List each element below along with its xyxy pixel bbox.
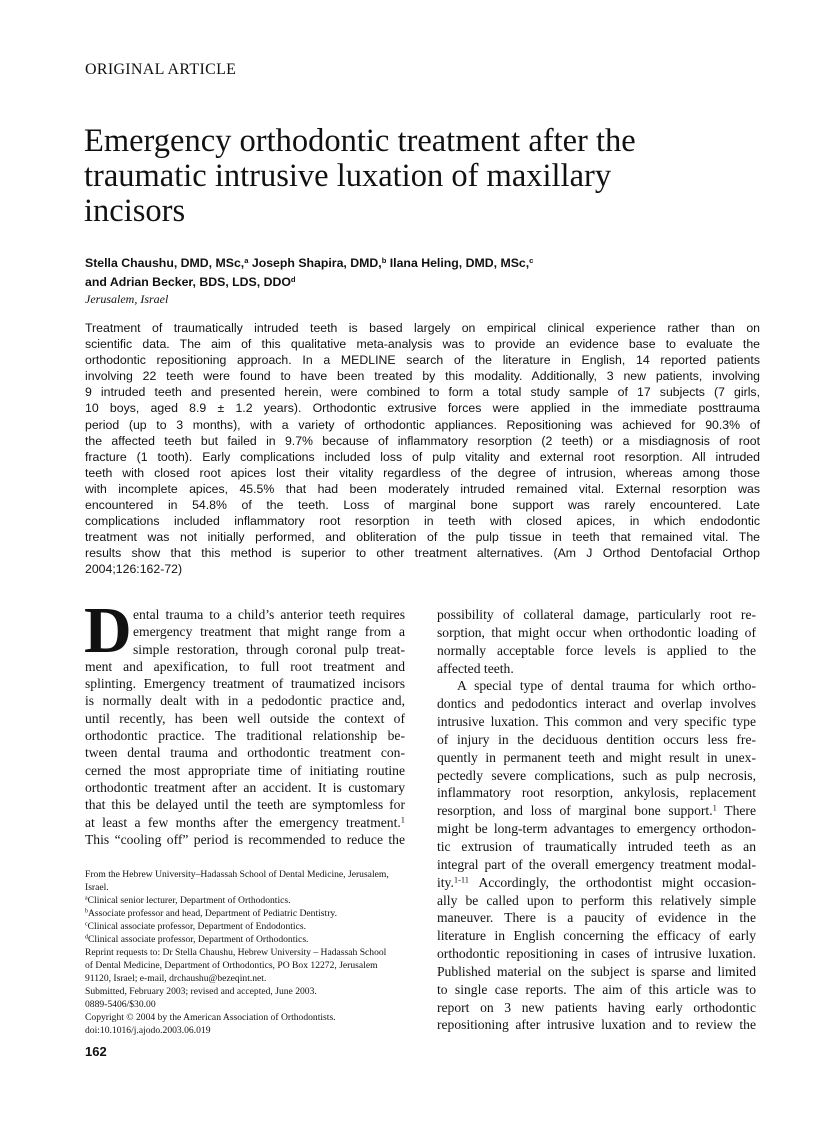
text-segment: From the Hebrew University–Hadassah School of Dental Medicine, Jerusalem,	[85, 869, 389, 880]
text-segment: There	[716, 803, 756, 819]
text-line	[85, 606, 405, 623]
text-line	[437, 731, 756, 749]
text-segment: quently in permanent teeth and might result in unex-	[437, 749, 756, 765]
text-segment: 10 boys, aged 8.9 ± 1.2 years). Orthodontic extrusive forces were applied in the immediate posttrauma	[85, 401, 760, 416]
text-segment: Stella Chaushu, DMD, MSc,	[85, 256, 245, 270]
text-line	[437, 981, 756, 999]
text-line	[85, 623, 405, 640]
text-segment: Clinical associate professor, Department of Orthodontics.	[87, 934, 309, 945]
superscript: b	[85, 908, 88, 915]
text-line	[437, 945, 756, 963]
text-line	[85, 545, 760, 561]
text-segment: is normally dealt with in a pedodontic practice and,	[85, 693, 405, 709]
text-line	[85, 796, 405, 813]
text-segment: encountered in 54.8% of the teeth. Loss of marginal bone support was rarely encountered. Late	[85, 498, 760, 513]
text-line	[437, 642, 756, 660]
text-line	[85, 959, 405, 972]
text-segment: Joseph Shapira, DMD,	[248, 256, 382, 270]
text-segment: orthodontic repositioning in cases of intrusive luxation.	[437, 946, 756, 962]
text-segment: results show that this method is superior to other treatment alternatives. (Am J Orthod Dentofacial Orthop	[85, 546, 760, 561]
superscript: c	[529, 255, 534, 265]
text-line	[85, 814, 405, 831]
superscript: b	[381, 255, 387, 265]
superscript: a	[244, 255, 249, 265]
text-segment: repositioning after intrusive luxation and to review the	[437, 1017, 756, 1033]
superscript: 1	[400, 813, 405, 824]
text-segment: of Dental Medicine, Department of Orthodontics, PO Box 12272, Jerusalem	[85, 960, 378, 971]
text-segment: Associate professor and head, Department of Pediatric Dentistry.	[87, 908, 337, 919]
text-segment: affected teeth.	[437, 660, 514, 676]
text-line	[85, 868, 405, 881]
text-line	[85, 710, 405, 727]
text-line	[437, 927, 756, 945]
text-line	[85, 744, 405, 761]
superscript: 1	[712, 802, 717, 813]
text-segment: 0889-5406/$30.00	[85, 999, 156, 1010]
text-segment: Published material on the subject is sparse and limited	[437, 963, 756, 979]
text-segment: intrusive luxation. This common and very specific type	[437, 714, 756, 730]
text-line	[85, 920, 405, 933]
article-title	[84, 124, 784, 229]
text-segment: the affected teeth but failed in 9.7% because of inflammatory resorption (2 teeth) or a misdiagnosis of root	[85, 433, 760, 448]
text-segment: and Adrian Becker, BDS, LDS, DDO	[85, 275, 291, 289]
text-line	[437, 749, 756, 767]
text-line	[437, 660, 756, 678]
text-line	[437, 624, 756, 642]
text-line	[437, 838, 756, 856]
authors-line	[85, 254, 533, 273]
text-line	[85, 400, 760, 416]
text-line	[85, 675, 405, 692]
text-segment: that this be delayed until the teeth are symptomless for	[85, 797, 405, 813]
author-location: Jerusalem, Israel	[85, 292, 169, 306]
text-segment: dontics and pedodontics interact and overlap involves	[437, 696, 756, 712]
text-line	[85, 831, 405, 848]
text-segment: report on 3 new patients having early orthodontic	[437, 999, 756, 1015]
text-segment: 9 intruded teeth and presented herein, were combined to form a total study sample of 17 subjects (7 girls,	[85, 385, 760, 400]
text-line	[85, 1024, 405, 1037]
text-segment: orthodontic practice. The traditional relationship be-	[85, 728, 405, 744]
body-column-left	[85, 606, 405, 848]
text-line	[85, 465, 760, 481]
text-segment: A special type of dental trauma for which ortho-	[457, 678, 756, 694]
text-line	[437, 713, 756, 731]
text-line	[437, 820, 756, 838]
body-column-right	[437, 606, 756, 1034]
text-line	[85, 481, 760, 497]
text-line	[85, 779, 405, 796]
text-segment: normally acceptable force levels is applied to the	[437, 642, 756, 658]
text-line	[85, 449, 760, 465]
text-segment: complications included inflammatory root resorption in teeth with closed apices, in which endodontic	[85, 514, 760, 529]
text-segment: maneuver. There is a paucity of evidence in the	[437, 910, 756, 926]
text-segment: ity.	[437, 874, 454, 890]
text-segment: emergency treatment that might range from a	[133, 624, 405, 640]
text-line	[85, 881, 405, 894]
text-segment: tic extrusion of traumatically intruded teeth as an	[437, 838, 756, 854]
text-segment: period (up to 3 months), with a variety of orthodontic appliances. Repositioning was achieved for 90.3% of	[85, 417, 760, 432]
text-segment: ment and apexification, to full root treatment and	[85, 658, 405, 674]
text-line	[437, 695, 756, 713]
text-segment: ental trauma to a child’s anterior teeth requires	[133, 607, 405, 622]
text-line	[437, 784, 756, 802]
text-segment: 91120, Israel; e-mail, drchaushu@bezeqint.net.	[85, 973, 267, 984]
text-line	[85, 513, 760, 529]
text-line	[85, 762, 405, 779]
text-segment: treatment was not initially performed, and obliteration of the pulp tissue in teeth that remained vital. The	[85, 530, 760, 545]
text-line	[437, 677, 756, 695]
text-segment: pectedly severe complications, such as pulp necrosis,	[437, 767, 756, 783]
text-segment: orthodontic treatment after an accident. It is customary	[85, 779, 405, 795]
text-line	[85, 417, 760, 433]
text-line	[85, 998, 405, 1011]
text-line	[85, 497, 760, 513]
text-line	[437, 606, 756, 624]
text-segment: Israel.	[85, 882, 109, 893]
text-segment: simple restoration, through coronal pulp treat-	[133, 641, 405, 657]
title-line: incisors	[84, 193, 186, 229]
text-segment: resorption, and loss of marginal bone support.	[437, 803, 713, 819]
text-line	[85, 641, 405, 658]
text-line	[85, 894, 405, 907]
text-segment: involving 22 teeth were found to have been treated by this modality. Additionally, 3 new patients, involving	[85, 369, 760, 384]
section-label: ORIGINAL ARTICLE	[85, 61, 237, 78]
text-segment: Submitted, February 2003; revised and accepted, June 2003.	[85, 986, 317, 997]
text-segment: possibility of collateral damage, particularly root re-	[437, 607, 756, 622]
text-segment: splinting. Emergency treatment of traumatized incisors	[85, 676, 405, 692]
text-segment: of injury in the deciduous dentition occurs less fre-	[437, 731, 756, 747]
text-line	[85, 658, 405, 675]
text-line	[437, 802, 756, 820]
abstract	[85, 320, 760, 578]
text-segment: Ilana Heling, DMD, MSc,	[386, 256, 530, 270]
text-segment: teeth with closed root apices lost their vitality regardless of the degree of intrusion, whereas among those	[85, 465, 760, 480]
text-line	[85, 368, 760, 384]
text-segment: to single case reports. The aim of this article was to	[437, 981, 756, 997]
text-line	[85, 384, 760, 400]
text-line	[85, 727, 405, 744]
text-segment: Treatment of traumatically intruded teeth is based largely on empirical clinical experience rather than on	[85, 321, 760, 335]
text-line	[85, 985, 405, 998]
text-segment: with incomplete apices, 45.5% that had been moderately intruded remained vital. External resorption was	[85, 481, 760, 496]
superscript: a	[85, 895, 88, 902]
author-list	[85, 254, 533, 292]
text-segment: 2004;126:162-72)	[85, 562, 183, 577]
text-line	[85, 933, 405, 946]
text-line	[85, 336, 760, 352]
footnotes	[85, 868, 405, 1037]
text-line	[85, 320, 760, 336]
text-line	[85, 972, 405, 985]
text-segment: at least a few months after the emergency treatment.	[85, 814, 401, 830]
text-line	[85, 561, 760, 577]
superscript: 1-11	[453, 874, 469, 885]
text-line	[437, 909, 756, 927]
text-segment: scientific data. The aim of this qualitative meta-analysis was to provide an evidence base to evaluate the	[85, 337, 760, 352]
text-segment: might be long-term advantages to emergency orthodon-	[437, 821, 756, 837]
text-line	[437, 1016, 756, 1034]
authors-line	[85, 273, 533, 292]
text-segment: until recently, has been well outside the context of	[85, 710, 405, 726]
text-segment: cerned the most appropriate time of initiating routine	[85, 762, 405, 778]
text-line	[437, 874, 756, 892]
text-segment: literature in English concerning the efficacy of early	[437, 928, 756, 944]
text-line	[437, 999, 756, 1017]
text-line	[437, 856, 756, 874]
text-segment: inflammatory root resorption, ankylosis, replacement	[437, 785, 756, 801]
text-segment: orthodontic repositioning approach. In a MEDLINE search of the literature in English, 14 reported patients	[85, 353, 760, 368]
superscript: d	[85, 934, 88, 941]
text-segment: ally be called upon to perform this relatively simple	[437, 892, 756, 908]
text-segment: Clinical senior lecturer, Department of Orthodontics.	[87, 895, 291, 906]
text-line	[437, 892, 756, 910]
superscript: c	[85, 921, 88, 928]
text-line	[85, 352, 760, 368]
text-segment: integral part of the overall emergency treatment modal-	[437, 856, 756, 872]
text-line	[85, 1011, 405, 1024]
title-line: traumatic intrusive luxation of maxillary	[84, 158, 612, 194]
text-line	[85, 946, 405, 959]
title-line: Emergency orthodontic treatment after the	[84, 123, 636, 159]
text-segment: Clinical associate professor, Department of Endodontics.	[87, 921, 306, 932]
text-segment: This “cooling off” period is recommended to reduce the	[85, 831, 405, 847]
text-segment: sorption, that might occur when orthodontic loading of	[437, 624, 756, 640]
text-segment: Accordingly, the orthodontist might occasion-	[469, 874, 756, 890]
text-line	[85, 433, 760, 449]
drop-cap: D	[84, 594, 132, 667]
superscript: d	[290, 274, 296, 284]
text-line	[85, 692, 405, 709]
page-number: 162	[85, 1044, 107, 1059]
text-line	[85, 907, 405, 920]
text-segment: Reprint requests to: Dr Stella Chaushu, Hebrew University – Hadassah School	[85, 947, 387, 958]
text-segment: doi:10.1016/j.ajodo.2003.06.019	[85, 1025, 211, 1036]
text-line	[85, 529, 760, 545]
text-line	[437, 963, 756, 981]
text-line	[437, 767, 756, 785]
text-segment: Copyright © 2004 by the American Association of Orthodontists.	[85, 1012, 336, 1023]
text-segment: tween dental trauma and orthodontic treatment con-	[85, 745, 405, 761]
text-segment: fracture (1 tooth). Early complications included loss of pulp vitality and external root resorption. All intruded	[85, 449, 760, 464]
